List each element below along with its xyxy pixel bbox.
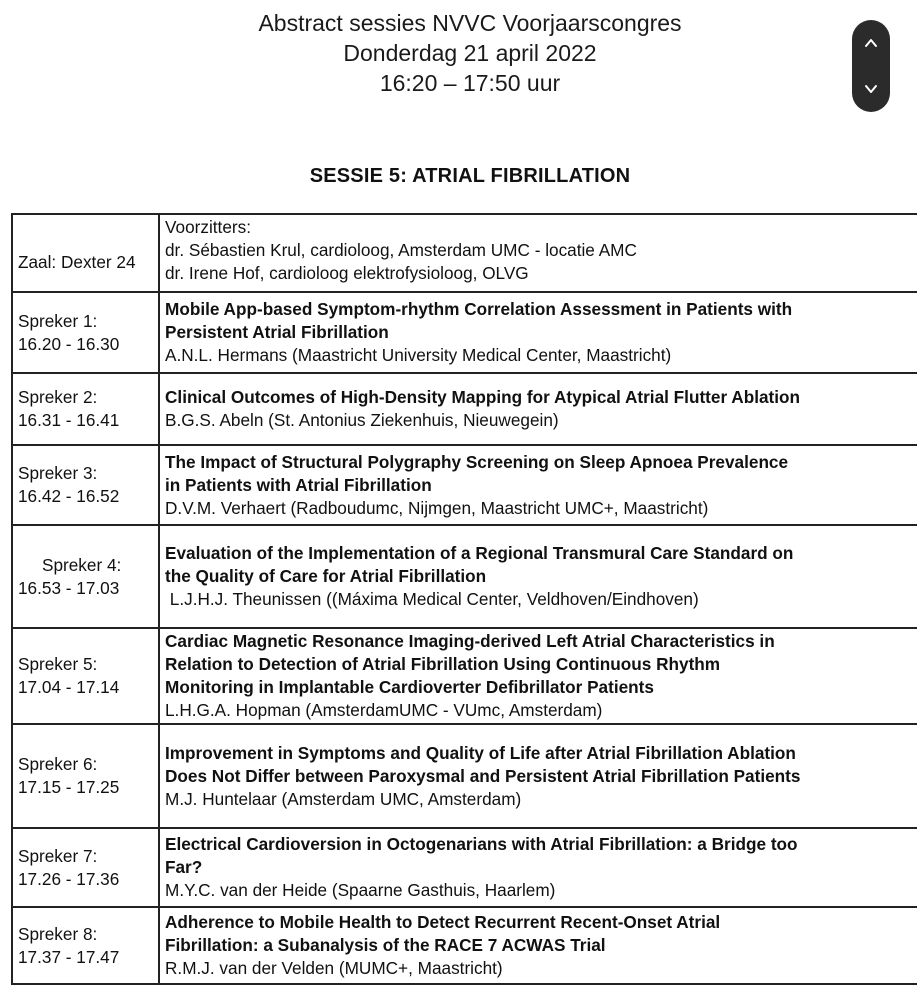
talk-title: in Patients with Atrial Fibrillation bbox=[165, 474, 432, 495]
previous-page-button[interactable] bbox=[852, 23, 890, 63]
talk-speaker: D.V.M. Verhaert (Radboudumc, Nijmgen, Maastricht UMC+, Maastricht) bbox=[165, 497, 709, 518]
chairs-row bbox=[12, 214, 917, 292]
talk-cell bbox=[159, 292, 917, 373]
slot-cell bbox=[12, 907, 159, 984]
talk-title: the Quality of Care for Atrial Fibrillation bbox=[165, 566, 487, 586]
talk-cell bbox=[159, 907, 917, 984]
talk-time: 16.42 - 16.52 bbox=[18, 486, 120, 506]
talk-title: Electrical Cardioversion in Octogenarians with Atrial Fibrillation: a Bridge too bbox=[165, 834, 798, 854]
talk-time: 17.15 - 17.25 bbox=[18, 777, 120, 797]
slot-cell bbox=[12, 525, 159, 628]
talk-title: Clinical Outcomes of High-Density Mapping for Atypical Atrial Flutter Ablation bbox=[165, 387, 801, 407]
talk-row bbox=[12, 828, 917, 907]
talk-cell bbox=[159, 628, 917, 724]
talk-title: Adherence to Mobile Health to Detect Recurrent Recent-Onset Atrial bbox=[165, 912, 721, 932]
talk-row bbox=[12, 525, 917, 628]
talk-speaker: L.J.H.J. Theunissen ((Máxima Medical Center, Veldhoven/Eindhoven) bbox=[165, 589, 699, 609]
slot-cell bbox=[12, 292, 159, 373]
talk-speaker: R.M.J. van der Velden (MUMC+, Maastricht) bbox=[165, 958, 503, 978]
talk-speaker: M.Y.C. van der Heide (Spaarne Gasthuis, Haarlem) bbox=[165, 880, 556, 900]
chairs-heading: Voorzitters: bbox=[165, 217, 251, 237]
talk-title: Relation to Detection of Atrial Fibrillation Using Continuous Rhythm bbox=[165, 654, 721, 674]
talk-title: Does Not Differ between Paroxysmal and Persistent Atrial Fibrillation Patients bbox=[165, 765, 801, 786]
chevron-up-icon bbox=[863, 35, 879, 51]
slot-cell bbox=[12, 628, 159, 724]
slot-cell bbox=[12, 724, 159, 828]
speaker-number: Spreker 2: bbox=[18, 387, 98, 407]
slot-cell bbox=[12, 445, 159, 525]
page-navigation bbox=[852, 20, 890, 112]
talk-speaker: M.J. Huntelaar (Amsterdam UMC, Amsterdam) bbox=[165, 788, 522, 809]
talk-title: Evaluation of the Implementation of a Regional Transmural Care Standard on bbox=[165, 543, 794, 563]
talk-title: The Impact of Structural Polygraphy Screening on Sleep Apnoea Prevalence bbox=[165, 451, 789, 472]
talk-speaker: B.G.S. Abeln (St. Antonius Ziekenhuis, Nieuwegein) bbox=[165, 410, 559, 430]
talk-time: 16.20 - 16.30 bbox=[18, 333, 120, 354]
talk-cell bbox=[159, 724, 917, 828]
chair-1: dr. Sébastien Krul, cardioloog, Amsterdam UMC - locatie AMC bbox=[165, 240, 637, 260]
talk-cell bbox=[159, 373, 917, 445]
session-title: SESSIE 5: ATRIAL FIBRILLATION bbox=[309, 165, 631, 187]
speaker-number: Spreker 7: bbox=[18, 845, 98, 866]
talk-row bbox=[12, 292, 917, 373]
speaker-number: Spreker 8: bbox=[18, 923, 98, 944]
header-title: Abstract sessies NVVC Voorjaarscongres bbox=[258, 10, 682, 36]
talk-time: 17.26 - 17.36 bbox=[18, 868, 120, 889]
header-time: 16:20 – 17:50 uur bbox=[379, 70, 561, 96]
talk-cell bbox=[159, 828, 917, 907]
talk-title: Mobile App-based Symptom-rhythm Correlation Assessment in Patients with bbox=[165, 299, 793, 319]
talk-time: 17.37 - 17.47 bbox=[18, 946, 120, 967]
talk-title: Cardiac Magnetic Resonance Imaging-derived Left Atrial Characteristics in bbox=[165, 631, 775, 651]
talk-time: 17.04 - 17.14 bbox=[18, 677, 120, 697]
talk-cell bbox=[159, 525, 917, 628]
talk-row bbox=[12, 724, 917, 828]
talk-title: Improvement in Symptoms and Quality of Life after Atrial Fibrillation Ablation bbox=[165, 742, 796, 763]
talk-title: Persistent Atrial Fibrillation bbox=[165, 322, 389, 342]
chevron-down-icon bbox=[863, 81, 879, 97]
talk-cell bbox=[159, 445, 917, 525]
talk-row bbox=[12, 628, 917, 724]
talk-row bbox=[12, 907, 917, 984]
chairs-cell bbox=[159, 214, 917, 292]
talk-row bbox=[12, 445, 917, 525]
talk-time: 16.31 - 16.41 bbox=[18, 410, 120, 430]
talk-time: 16.53 - 17.03 bbox=[18, 577, 120, 598]
talk-title: Fibrillation: a Subanalysis of the RACE 7 ACWAS Trial bbox=[165, 935, 606, 955]
speaker-number: Spreker 5: bbox=[18, 654, 98, 674]
slot-cell bbox=[12, 828, 159, 907]
speaker-number: Spreker 4: bbox=[42, 554, 122, 575]
room-cell bbox=[12, 214, 159, 292]
talk-title: Far? bbox=[165, 857, 203, 877]
next-page-button[interactable] bbox=[852, 69, 890, 109]
talk-title: Monitoring in Implantable Cardioverter Defibrillator Patients bbox=[165, 677, 654, 697]
speaker-number: Spreker 3: bbox=[18, 463, 98, 483]
speaker-number: Spreker 6: bbox=[18, 754, 98, 774]
talk-row bbox=[12, 373, 917, 445]
session-program-table bbox=[11, 213, 917, 985]
slot-cell bbox=[12, 373, 159, 445]
speaker-number: Spreker 1: bbox=[18, 310, 98, 331]
header-date: Donderdag 21 april 2022 bbox=[343, 40, 597, 66]
room-label: Zaal: Dexter 24 bbox=[18, 252, 136, 272]
chair-2: dr. Irene Hof, cardioloog elektrofysioloog, OLVG bbox=[165, 263, 529, 283]
talk-speaker: L.H.G.A. Hopman (AmsterdamUMC - VUmc, Amsterdam) bbox=[165, 700, 603, 720]
talk-speaker: A.N.L. Hermans (Maastricht University Medical Center, Maastricht) bbox=[165, 345, 672, 365]
document-header bbox=[0, 8, 917, 98]
